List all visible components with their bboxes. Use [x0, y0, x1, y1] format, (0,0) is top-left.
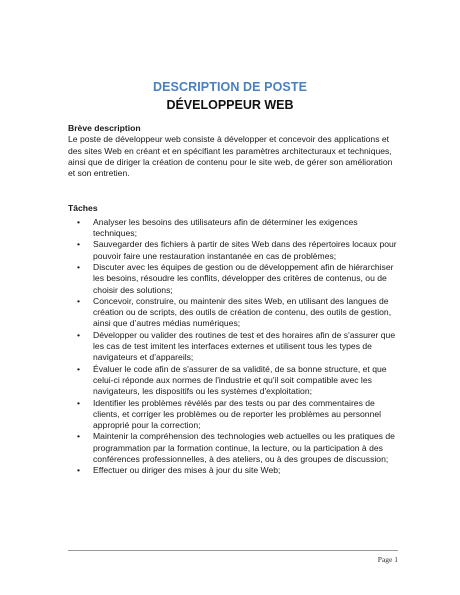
- task-text: Discuter avec les équipes de gestion ou de développement afin de hiérarchiser les besoins, résoudre les conflits, développer des critères de contenus, ou de choisir des solutions;: [93, 261, 394, 295]
- bullet-icon: •: [77, 295, 81, 306]
- footer-divider: [68, 550, 398, 551]
- document-title: DESCRIPTION DE POSTE: [152, 80, 308, 94]
- task-text: Développer ou valider des routines de test et des horaires afin de s'assurer que les cas de test imitent les interfaces externes et utilisent tous les types de navigateurs et d’appareils;: [93, 329, 396, 363]
- task-text: Concevoir, construire, ou maintenir des sites Web, en utilisant des langues de création ou de scripts, des outils de création de contenu, des outils de gestion, ainsi que d’autres médias numériques;: [93, 295, 392, 329]
- document-content: [68, 123, 398, 477]
- task-text: Analyser les besoins des utilisateurs afin de déterminer les exigences techniques;: [93, 216, 358, 239]
- summary-heading: Brève description: [68, 123, 141, 133]
- task-text: Évaluer le code afin de s'assurer de sa validité, de sa bonne structure, et que celui-ci réponde aux normes de l'industrie et qu'il soit compatible avec les navigateurs, les dispositifs ou les systèmes d'exploitation;: [93, 363, 387, 397]
- bullet-icon: •: [77, 239, 81, 250]
- list-item: [68, 239, 398, 262]
- page-number: Page 1: [377, 555, 398, 564]
- task-list: [68, 217, 398, 477]
- document-subtitle: DÉVELOPPEUR WEB: [166, 98, 294, 112]
- tasks-section: [68, 203, 398, 476]
- task-text: Effectuer ou diriger des mises à jour du site Web;: [93, 465, 281, 476]
- list-item: [68, 330, 398, 364]
- task-text: Sauvegarder des fichiers à partir de sites Web dans des répertoires locaux pour pouvoir faire une restauration instantanée en cas de problèmes;: [93, 239, 397, 261]
- bullet-icon: •: [77, 363, 81, 374]
- list-item: [68, 465, 398, 476]
- summary-section: [68, 123, 398, 179]
- task-text: Maintenir la compréhension des technologies web actuelles ou les pratiques de programmation par la formation continue, la lecture, ou la participation à des conférences professionnelles, à des ateliers, ou à des groupes de discussion;: [93, 431, 395, 465]
- bullet-icon: •: [77, 465, 81, 476]
- bullet-icon: •: [77, 397, 81, 408]
- list-item: [68, 398, 398, 432]
- bullet-icon: •: [77, 216, 81, 227]
- list-item: [68, 431, 398, 465]
- list-item: [68, 262, 398, 296]
- bullet-icon: •: [77, 329, 81, 340]
- tasks-heading: Tâches: [68, 203, 98, 214]
- bullet-icon: •: [77, 431, 81, 442]
- list-item: [68, 217, 398, 240]
- summary-text: Le poste de développeur web consiste à développer et concevoir des applications et des sites Web en créant et en spécifiant les paramètres architecturaux et techniques, ainsi que de diriger la création de contenu pour le site web, de gérer son amélioration et son entretien.: [68, 134, 393, 179]
- list-item: [68, 296, 398, 330]
- bullet-icon: •: [77, 261, 81, 272]
- task-text: Identifier les problèmes révélés par des tests ou par des commentaires de clients, et corriger les problèmes ou de reporter les problèmes au personnel approprié pour la correction;: [93, 397, 382, 431]
- title-block: [0, 79, 460, 113]
- list-item: [68, 364, 398, 398]
